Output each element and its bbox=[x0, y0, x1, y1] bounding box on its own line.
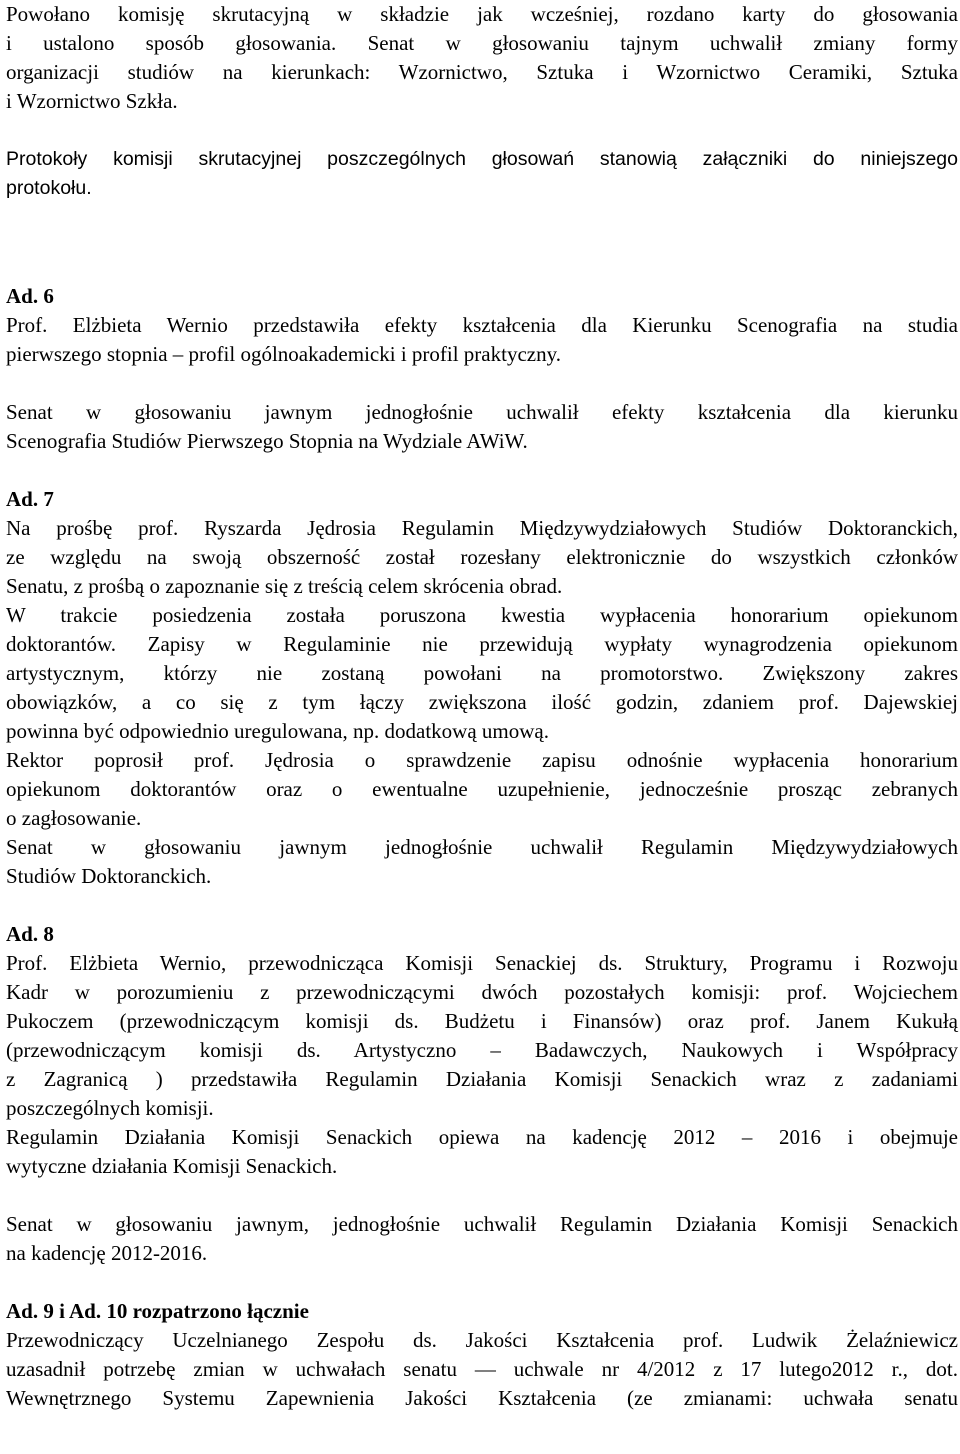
spacer bbox=[6, 369, 958, 398]
section-heading: Ad. 6 bbox=[6, 284, 54, 308]
text-line: Kadr w porozumieniu z przewodniczącymi dwóch pozostałych komisji: prof. Wojciechem bbox=[6, 980, 958, 1004]
text-line: Senat w głosowaniu jawnym jednogłośnie uchwalił Regulamin Międzywydziałowych bbox=[6, 835, 958, 859]
text-line: artystycznym, którzy nie zostaną powołani na promotorstwo. Zwiększony zakres bbox=[6, 661, 958, 685]
paragraph-ad6-resolution bbox=[6, 398, 958, 456]
paragraph-intro bbox=[6, 0, 958, 116]
text-line: Protokoły komisji skrutacyjnej poszczególnych głosowań stanowią załączniki do niniejszego bbox=[6, 148, 958, 170]
spacer bbox=[6, 203, 958, 282]
text-line: W trakcie posiedzenia została poruszona kwestia wypłacenia honorarium opiekunom bbox=[6, 603, 958, 627]
text-line: poszczególnych komisji. bbox=[6, 1096, 214, 1120]
text-line: opiekunom doktorantów oraz o ewentualne uzupełnienie, jednocześnie prosząc zebranych bbox=[6, 777, 958, 801]
section-heading: Ad. 8 bbox=[6, 922, 54, 946]
text-line: powinna być odpowiednio uregulowana, np. dodatkową umową. bbox=[6, 719, 549, 743]
text-line: Studiów Doktoranckich. bbox=[6, 864, 212, 888]
text-line: wytyczne działania Komisji Senackich. bbox=[6, 1154, 338, 1178]
paragraph-protocols bbox=[6, 145, 958, 203]
section-ad6 bbox=[6, 282, 958, 369]
text-line: Przewodniczący Uczelnianego Zespołu ds. Jakości Kształcenia prof. Ludwik Żelaźniewicz bbox=[6, 1328, 958, 1352]
text-line: (przewodniczącym komisji ds. Artystyczno – Badawczych, Naukowych i Współpracy bbox=[6, 1038, 958, 1062]
text-line: Powołano komisję skrutacyjną w składzie jak wcześniej, rozdano karty do głosowania bbox=[6, 2, 958, 26]
text-line: doktorantów. Zapisy w Regulaminie nie przewidują wypłaty wynagrodzenia opiekunom bbox=[6, 632, 958, 656]
text-line: Wewnętrznego Systemu Zapewnienia Jakości Kształcenia (ze zmianami: uchwała senatu bbox=[6, 1386, 958, 1410]
text-line: pierwszego stopnia – profil ogólnoakademicki i profil praktyczny. bbox=[6, 342, 561, 366]
text-line: uzasadnił potrzebę zmian w uchwałach senatu — uchwale nr 4/2012 z 17 lutego2012 r., dot. bbox=[6, 1357, 958, 1381]
spacer bbox=[6, 891, 958, 920]
text-line: Pukoczem (przewodniczącym komisji ds. Budżetu i Finansów) oraz prof. Janem Kukułą bbox=[6, 1009, 958, 1033]
spacer bbox=[6, 116, 958, 145]
text-line: Senatu, z prośbą o zapoznanie się z treścią celem skrócenia obrad. bbox=[6, 574, 563, 598]
text-line: Scenografia Studiów Pierwszego Stopnia na Wydziale AWiW. bbox=[6, 429, 528, 453]
section-heading: Ad. 7 bbox=[6, 487, 54, 511]
text-line: Na prośbę prof. Ryszarda Jędrosia Regulamin Międzywydziałowych Studiów Doktoranckich, bbox=[6, 516, 958, 540]
text-line: Rektor poprosił prof. Jędrosia o sprawdzenie zapisu odnośnie wypłacenia honorarium bbox=[6, 748, 958, 772]
spacer bbox=[6, 456, 958, 485]
text-line: organizacji studiów na kierunkach: Wzornictwo, Sztuka i Wzornictwo Ceramiki, Sztuka bbox=[6, 60, 958, 84]
paragraph-ad8-resolution bbox=[6, 1210, 958, 1268]
text-line: Regulamin Działania Komisji Senackich opiewa na kadencję 2012 – 2016 i obejmuje bbox=[6, 1125, 958, 1149]
text-line: obowiązków, a co się z tym łączy zwiększona ilość godzin, zdaniem prof. Dajewskiej bbox=[6, 690, 958, 714]
text-line: Prof. Elżbieta Wernio przedstawiła efekty kształcenia dla Kierunku Scenografia na studia bbox=[6, 313, 958, 337]
section-ad9-ad10 bbox=[6, 1297, 958, 1413]
text-line: protokołu. bbox=[6, 177, 92, 199]
section-ad8 bbox=[6, 920, 958, 1181]
spacer bbox=[6, 1181, 958, 1210]
spacer bbox=[6, 1268, 958, 1297]
text-line: Senat w głosowaniu jawnym jednogłośnie uchwalił efekty kształcenia dla kierunku bbox=[6, 400, 958, 424]
text-line: z Zagranicą ) przedstawiła Regulamin Działania Komisji Senackich wraz z zadaniami bbox=[6, 1067, 958, 1091]
section-ad7 bbox=[6, 485, 958, 891]
text-line: Senat w głosowaniu jawnym, jednogłośnie uchwalił Regulamin Działania Komisji Senackich bbox=[6, 1212, 958, 1236]
text-line: o zagłosowanie. bbox=[6, 806, 142, 830]
text-line: Prof. Elżbieta Wernio, przewodnicząca Komisji Senackiej ds. Struktury, Programu i Rozwoju bbox=[6, 951, 958, 975]
text-line: na kadencję 2012-2016. bbox=[6, 1241, 208, 1265]
text-line: i Wzornictwo Szkła. bbox=[6, 89, 178, 113]
section-heading: Ad. 9 i Ad. 10 rozpatrzono łącznie bbox=[6, 1299, 309, 1323]
text-line: i ustalono sposób głosowania. Senat w głosowaniu tajnym uchwalił zmiany formy bbox=[6, 31, 958, 55]
document-page bbox=[6, 0, 958, 1413]
text-line: ze względu na swoją obszerność został rozesłany elektronicznie do wszystkich członków bbox=[6, 545, 958, 569]
